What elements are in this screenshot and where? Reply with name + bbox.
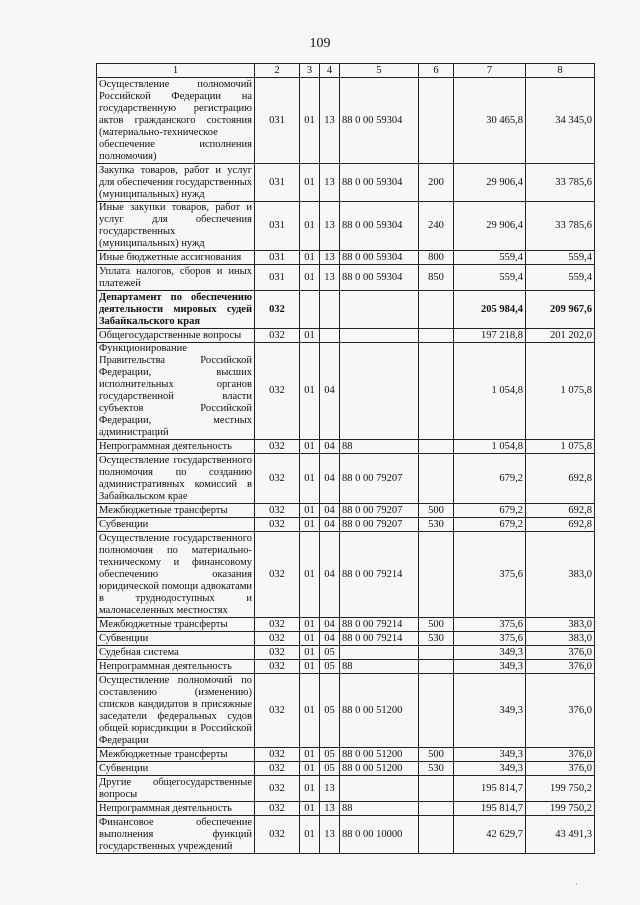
target-article-code [340,329,419,343]
column-header: 5 [340,64,419,78]
expense-type-code [419,78,454,164]
table-row [97,164,595,202]
item-name: Осуществление государственного полномочия по созданию административных комиссий в Забайкальском крае [97,454,255,504]
item-name: Другие общегосударственные вопросы [97,776,255,802]
amount-year-2: 199 750,2 [526,802,595,816]
table-row [97,762,595,776]
section-code: 01 [300,440,320,454]
item-name: Субвенции [97,632,255,646]
expense-type-code: 500 [419,748,454,762]
target-article-code: 88 0 00 10000 [340,816,419,854]
subsection-code [320,291,340,329]
section-code: 01 [300,802,320,816]
amount-year-2: 376,0 [526,646,595,660]
admin-code: 032 [255,674,300,748]
target-article-code: 88 0 00 79207 [340,454,419,504]
subsection-code: 05 [320,646,340,660]
item-name: Непрограммная деятельность [97,660,255,674]
amount-year-1: 349,3 [454,660,526,674]
amount-year-2: 692,8 [526,504,595,518]
subsection-code: 13 [320,202,340,251]
table-row [97,618,595,632]
item-name: Осуществление полномочий Российской Федерации на государственную регистрацию актов гражданского состояния (материально-техническое обеспечение исполнения полномочия) [97,78,255,164]
amount-year-2: 209 967,6 [526,291,595,329]
subsection-code: 13 [320,78,340,164]
expense-type-code [419,440,454,454]
subsection-code: 13 [320,265,340,291]
amount-year-2: 383,0 [526,618,595,632]
section-code: 01 [300,251,320,265]
admin-code: 032 [255,748,300,762]
target-article-code: 88 [340,440,419,454]
table-row [97,646,595,660]
expense-type-code [419,660,454,674]
column-header: 7 [454,64,526,78]
expense-type-code [419,816,454,854]
target-article-code: 88 0 00 59304 [340,202,419,251]
table-row [97,343,595,440]
admin-code: 031 [255,202,300,251]
column-header: 3 [300,64,320,78]
subsection-code: 04 [320,518,340,532]
table-row [97,748,595,762]
amount-year-2: 376,0 [526,762,595,776]
amount-year-1: 1 054,8 [454,343,526,440]
expense-type-code: 850 [419,265,454,291]
amount-year-1: 29 906,4 [454,202,526,251]
section-code: 01 [300,776,320,802]
amount-year-1: 679,2 [454,504,526,518]
table-row [97,632,595,646]
amount-year-1: 349,3 [454,646,526,660]
target-article-code: 88 0 00 51200 [340,748,419,762]
amount-year-1: 195 814,7 [454,802,526,816]
table-row [97,776,595,802]
expense-type-code [419,343,454,440]
table-row [97,532,595,618]
table-row [97,329,595,343]
amount-year-1: 559,4 [454,265,526,291]
table-row [97,251,595,265]
amount-year-2: 559,4 [526,265,595,291]
expense-type-code [419,454,454,504]
amount-year-2: 43 491,3 [526,816,595,854]
amount-year-2: 33 785,6 [526,202,595,251]
amount-year-1: 42 629,7 [454,816,526,854]
subsection-code: 13 [320,776,340,802]
table-row [97,660,595,674]
amount-year-1: 375,6 [454,532,526,618]
item-name: Межбюджетные трансферты [97,504,255,518]
subsection-code: 13 [320,816,340,854]
target-article-code [340,646,419,660]
amount-year-2: 383,0 [526,532,595,618]
amount-year-1: 29 906,4 [454,164,526,202]
table-row [97,78,595,164]
expense-type-code [419,646,454,660]
page-number: 109 [309,36,331,51]
amount-year-2: 201 202,0 [526,329,595,343]
target-article-code: 88 0 00 51200 [340,762,419,776]
subsection-code: 05 [320,748,340,762]
admin-code: 032 [255,816,300,854]
target-article-code: 88 0 00 59304 [340,78,419,164]
target-article-code: 88 0 00 79214 [340,618,419,632]
expense-type-code: 530 [419,632,454,646]
amount-year-1: 375,6 [454,632,526,646]
target-article-code [340,343,419,440]
amount-year-1: 349,3 [454,762,526,776]
subsection-code: 04 [320,532,340,618]
item-name: Уплата налогов, сборов и иных платежей [97,265,255,291]
item-name: Общегосударственные вопросы [97,329,255,343]
amount-year-2: 1 075,8 [526,440,595,454]
admin-code: 032 [255,632,300,646]
section-code: 01 [300,660,320,674]
amount-year-2: 692,8 [526,518,595,532]
admin-code: 032 [255,776,300,802]
item-name: Судебная система [97,646,255,660]
amount-year-2: 33 785,6 [526,164,595,202]
column-header: 2 [255,64,300,78]
column-header: 6 [419,64,454,78]
section-code: 01 [300,674,320,748]
amount-year-1: 679,2 [454,454,526,504]
table-row [97,816,595,854]
scan-mark: · [575,880,578,889]
item-name: Субвенции [97,518,255,532]
admin-code: 032 [255,329,300,343]
expense-type-code [419,802,454,816]
subsection-code: 04 [320,632,340,646]
section-code: 01 [300,618,320,632]
amount-year-2: 34 345,0 [526,78,595,164]
target-article-code: 88 0 00 79214 [340,632,419,646]
target-article-code [340,291,419,329]
admin-code: 032 [255,440,300,454]
column-header: 8 [526,64,595,78]
section-code: 01 [300,816,320,854]
column-header: 4 [320,64,340,78]
amount-year-1: 349,3 [454,748,526,762]
item-name: Осуществление государственного полномочия по материально-техническому и финансовому обеспечению оказания юридической помощи адвокатами в труднодоступных и малонаселенных местностях [97,532,255,618]
section-code: 01 [300,78,320,164]
admin-code: 032 [255,291,300,329]
budget-table [96,63,595,854]
table-row [97,265,595,291]
table-body [97,78,595,854]
section-code: 01 [300,202,320,251]
subsection-code: 05 [320,762,340,776]
item-name: Иные бюджетные ассигнования [97,251,255,265]
subsection-code: 04 [320,454,340,504]
section-code: 01 [300,632,320,646]
amount-year-1: 205 984,4 [454,291,526,329]
table-row [97,454,595,504]
subsection-code: 05 [320,674,340,748]
expense-type-code: 800 [419,251,454,265]
admin-code: 032 [255,518,300,532]
admin-code: 032 [255,454,300,504]
table-row [97,504,595,518]
section-code: 01 [300,343,320,440]
item-name: Осуществление полномочий по составлению (изменению) списков кандидатов в присяжные заседатели федеральных судов общей юрисдикции в Российской Федерации [97,674,255,748]
target-article-code: 88 0 00 79207 [340,504,419,518]
item-name: Непрограммная деятельность [97,440,255,454]
column-header: 1 [97,64,255,78]
expense-type-code: 200 [419,164,454,202]
amount-year-1: 375,6 [454,618,526,632]
admin-code: 032 [255,762,300,776]
target-article-code: 88 0 00 51200 [340,674,419,748]
amount-year-2: 559,4 [526,251,595,265]
item-name: Межбюджетные трансферты [97,618,255,632]
table-row [97,802,595,816]
section-code: 01 [300,454,320,504]
expense-type-code [419,776,454,802]
amount-year-2: 383,0 [526,632,595,646]
admin-code: 031 [255,251,300,265]
section-code: 01 [300,164,320,202]
amount-year-2: 376,0 [526,660,595,674]
admin-code: 032 [255,504,300,518]
admin-code: 032 [255,618,300,632]
section-code: 01 [300,748,320,762]
subsection-code: 04 [320,504,340,518]
expense-type-code: 500 [419,618,454,632]
item-name: Непрограммная деятельность [97,802,255,816]
table-header-row [97,64,595,78]
table-row [97,440,595,454]
subsection-code: 04 [320,440,340,454]
target-article-code: 88 0 00 79207 [340,518,419,532]
table-row [97,202,595,251]
expense-type-code [419,291,454,329]
section-code [300,291,320,329]
amount-year-2: 1 075,8 [526,343,595,440]
target-article-code: 88 0 00 59304 [340,164,419,202]
table-row [97,291,595,329]
target-article-code: 88 0 00 59304 [340,251,419,265]
expense-type-code [419,329,454,343]
amount-year-1: 349,3 [454,674,526,748]
subsection-code: 04 [320,618,340,632]
amount-year-1: 559,4 [454,251,526,265]
item-name: Иные закупки товаров, работ и услуг для обеспечения государственных (муниципальных) нужд [97,202,255,251]
amount-year-1: 195 814,7 [454,776,526,802]
amount-year-1: 1 054,8 [454,440,526,454]
amount-year-2: 692,8 [526,454,595,504]
section-code: 01 [300,329,320,343]
admin-code: 032 [255,343,300,440]
subsection-code: 13 [320,251,340,265]
section-code: 01 [300,532,320,618]
item-name: Финансовое обеспечение выполнения функций государственных учреждений [97,816,255,854]
admin-code: 032 [255,802,300,816]
expense-type-code [419,674,454,748]
target-article-code [340,776,419,802]
admin-code: 032 [255,532,300,618]
target-article-code: 88 0 00 59304 [340,265,419,291]
item-name: Межбюджетные трансферты [97,748,255,762]
section-code: 01 [300,762,320,776]
target-article-code: 88 [340,802,419,816]
subsection-code: 04 [320,343,340,440]
amount-year-1: 679,2 [454,518,526,532]
item-name: Закупка товаров, работ и услуг для обеспечения государственных (муниципальных) нужд [97,164,255,202]
expense-type-code [419,532,454,618]
item-name: Департамент по обеспечению деятельности мировых судей Забайкальского края [97,291,255,329]
subsection-code: 13 [320,802,340,816]
amount-year-1: 30 465,8 [454,78,526,164]
item-name: Функционирование Правительства Российской Федерации, высших исполнительных органов государственной власти субъектов Российской Федерации, местных администраций [97,343,255,440]
target-article-code: 88 [340,660,419,674]
admin-code: 032 [255,660,300,674]
amount-year-1: 197 218,8 [454,329,526,343]
admin-code: 031 [255,265,300,291]
section-code: 01 [300,518,320,532]
amount-year-2: 376,0 [526,674,595,748]
amount-year-2: 199 750,2 [526,776,595,802]
subsection-code: 13 [320,164,340,202]
section-code: 01 [300,265,320,291]
admin-code: 031 [255,164,300,202]
table-row [97,674,595,748]
subsection-code [320,329,340,343]
admin-code: 032 [255,646,300,660]
expense-type-code: 500 [419,504,454,518]
section-code: 01 [300,504,320,518]
subsection-code: 05 [320,660,340,674]
section-code: 01 [300,646,320,660]
admin-code: 031 [255,78,300,164]
amount-year-2: 376,0 [526,748,595,762]
expense-type-code: 530 [419,762,454,776]
item-name: Субвенции [97,762,255,776]
expense-type-code: 530 [419,518,454,532]
target-article-code: 88 0 00 79214 [340,532,419,618]
table-row [97,518,595,532]
expense-type-code: 240 [419,202,454,251]
